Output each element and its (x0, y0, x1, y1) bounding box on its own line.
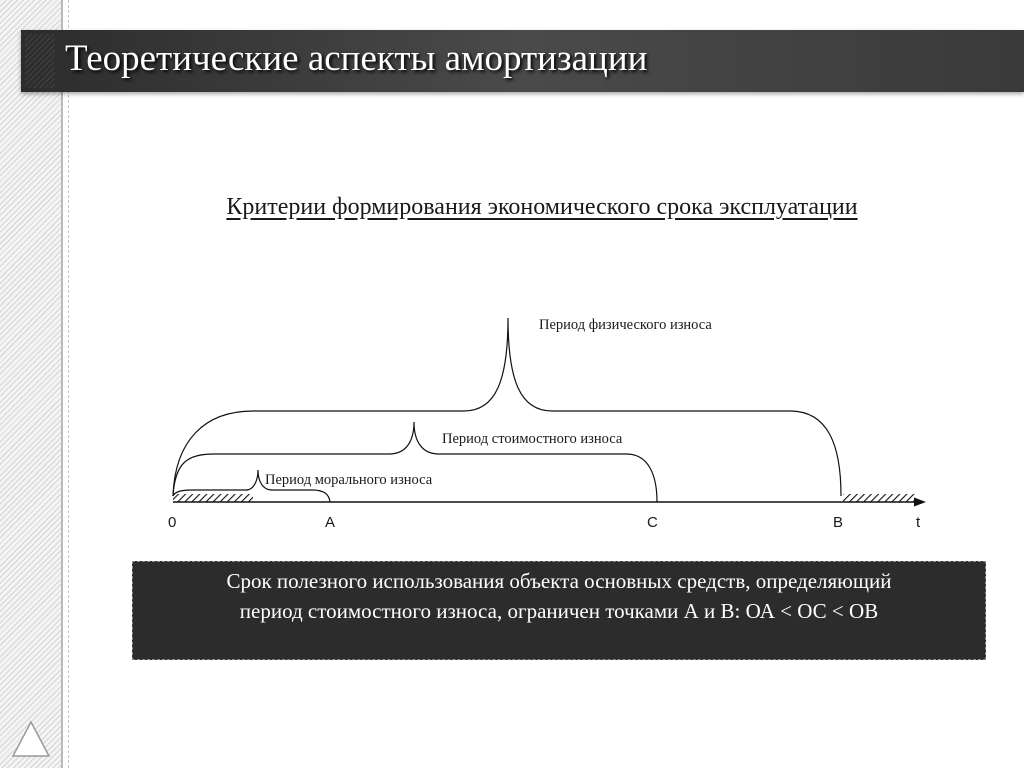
hatched-zone-start (173, 494, 253, 502)
definition-note (132, 561, 986, 660)
axis-label-b: B (833, 514, 844, 531)
axis-label-origin: 0 (168, 514, 177, 531)
axis-label-time: t (916, 514, 921, 531)
page-title: Теоретические аспекты амортизации (65, 38, 648, 79)
diagram-heading: Критерии формирования экономического срока эксплуатации (226, 194, 858, 220)
axis-arrow-icon (914, 498, 926, 507)
label-physical-wear: Период физического износа (539, 317, 712, 333)
label-cost-wear: Период стоимостного износа (442, 431, 623, 447)
hatched-zone-end (843, 494, 916, 502)
brace-physical-wear (173, 318, 841, 496)
axis-label-c: C (647, 514, 658, 531)
note-line-2: период стоимостного износа, ограничен точками А и В: ОА < ОС < ОВ (239, 599, 879, 623)
note-line-1: Срок полезного использования объекта основных средств, определяющий (226, 569, 892, 593)
axis-label-a: A (325, 514, 336, 531)
label-moral-wear: Период морального износа (265, 472, 433, 488)
